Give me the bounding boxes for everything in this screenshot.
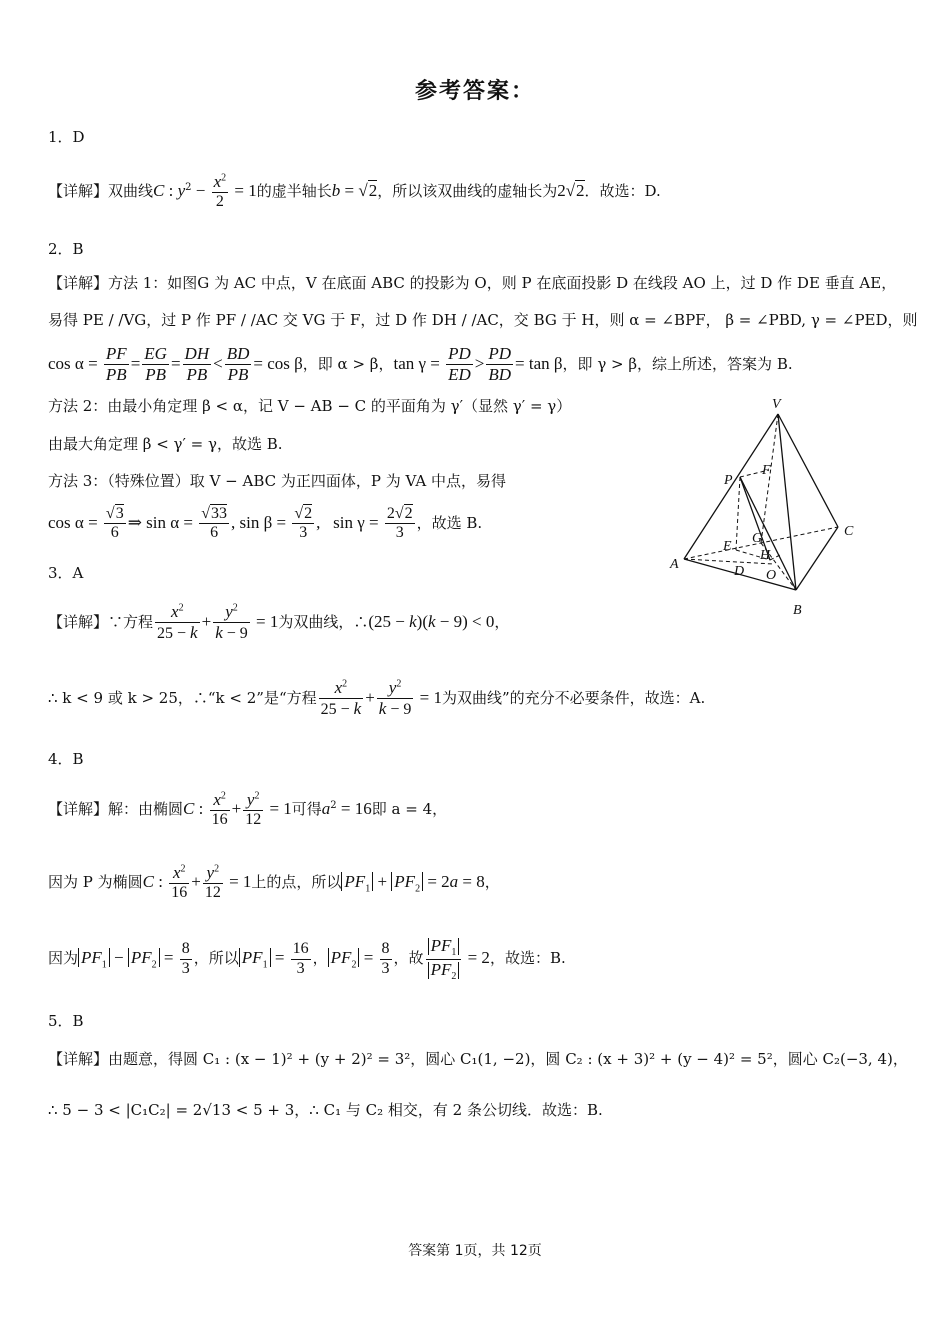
label-a: A (670, 557, 679, 572)
page-title: 参考答案： (414, 78, 535, 104)
q4-l2-pre: 因为 P 为椭圆 (48, 872, 143, 891)
q4-l3-c: ，故 (393, 949, 424, 968)
q2-line-5: 由最大角定理 β < γ′ = γ，故选 B. (48, 435, 283, 453)
q4-l3-a: ，所以 (193, 949, 239, 968)
label-b: B (793, 603, 802, 618)
question-5-number: 5．B (48, 1012, 84, 1030)
q4-l3-pre: 因为 (48, 949, 79, 968)
q4-l2-mid: 上的点，所以 (251, 872, 342, 891)
q2-line-2: 易得 PE / /VG，过 P 作 PF / /AC 交 VG 于 F，过 D 作 DH / /AC，交 BG 于 H，则 α = ∠BPF， β = ∠PBD, γ = ∠PED，则 (48, 311, 918, 329)
q5-line-1: 【详解】由题意，得圆 C₁ : (x − 1)² + (y + 2)² = 3²，圆心 C₁(1, −2)，圆 C₂ : (x + 3)² + (y − 4)² = 5²，圆心 C₂(−3, 4)， (48, 1050, 908, 1068)
q4-l2-end: ， (484, 872, 500, 891)
q4-line-3: 因为 $PF_1 - PF_2$ = $\frac{8}{3}$ ，所以 $PF_1$ = $\frac{16}{3}$ ， $PF_2$ = $\frac{8}{3}$ ，故 $\frac{PF_1}{PF_2}$ = 2，故选：B. (48, 936, 566, 982)
q4-l1-end: 即 a = 4， (371, 799, 448, 818)
question-2-number: 2．B (48, 240, 84, 258)
label-f: F (762, 463, 771, 478)
q4-l3-b: ， (312, 949, 328, 968)
q2-line-4: 方法 2：由最小角定理 β < α，记 V − AB − C 的平面角为 γ′（显然 γ′ = γ） (48, 397, 572, 415)
edge-vb (778, 414, 796, 590)
q4-l1-mid: 可得 (291, 799, 322, 818)
q2-l3-a: ，即 α > β， (302, 354, 394, 373)
edge-vc (778, 414, 838, 527)
q4-line-1: 【详解】解：由椭圆C : $\frac{x^2}{16}$ + $\frac{y^2}{12}$ = 1可得$a^2 = 16$即 a = 4， (48, 790, 448, 829)
q3-l2-pre: ∴ k < 9 或 k > 25，∴“k < 2”是“方程 (48, 688, 317, 707)
q5-line-2: ∴ 5 − 3 < |C₁C₂| = 2√13 < 5 + 3，∴ C₁ 与 C₂ 相交，有 2 条公切线．故选：B. (48, 1101, 603, 1119)
q1-end: ．故选：D. (584, 181, 661, 200)
q3-line-2: ∴ k < 9 或 k > 25，∴“k < 2”是“方程 $\frac{x^2}{25 - k}$ + $\frac{y^2}{k - 9}$ = 1为双曲线”的充分不必要条件，故选：A. (48, 678, 706, 719)
q3-l1-end: ， (494, 612, 510, 631)
label-e: E (723, 539, 732, 554)
segment-pe (736, 477, 740, 550)
q1-pre: 【详解】双曲线 (48, 181, 154, 200)
label-d: D (734, 564, 745, 579)
page-footer: 答案第 1页，共 12页 (408, 1243, 542, 1259)
q3-l2-end: 为双曲线”的充分不必要条件，故选：A. (441, 688, 706, 707)
q2-line-1: 【详解】方法 1：如图G 为 AC 中点，V 在底面 ABC 的投影为 O，则 P 在底面投影 D 在线段 AO 上，过 D 作 DE 垂直 AE， (48, 274, 897, 292)
q2-line-6: 方法 3：（特殊位置）取 V − ABC 为正四面体，P 为 VA 中点，易得 (48, 472, 506, 490)
q3-l1-pre: 【详解】∵方程 (48, 612, 154, 631)
question-4-number: 4．B (48, 750, 84, 768)
label-c: C (844, 524, 854, 539)
question-1-number: 1．D (48, 128, 85, 146)
q1-mid: 的虚半轴长 (256, 181, 332, 200)
q4-line-2: 因为 P 为椭圆C : $\frac{x^2}{16}$ + $\frac{y^2}{12}$ = 1上的点，所以 $PF_1 + PF_2 = 2a = 8$， (48, 863, 500, 902)
label-g: G (752, 531, 763, 546)
edge-bc (796, 527, 838, 590)
label-v: V (772, 397, 781, 412)
q2-line-3: cos α = $\frac{PF}{PB}$ = $\frac{EG}{PB}$ = $\frac{DH}{PB}$ < $\frac{BD}{PB}$ = cos β，即 α > β，tan γ = $\frac{PD}{ED}$ > $\frac{PD}{BD}$ = tan β，即 γ > β，综上所述，答案为 B. (48, 344, 793, 385)
tetrahedron-figure (668, 392, 868, 622)
question-1-detail: 【详解】双曲线C : $y^2$ − $\frac{x^2}{2}$ = 1的虚半轴长b = √2，所以该双曲线的虚轴长为2√2．故选：D. (48, 172, 661, 211)
label-p: P (724, 473, 733, 488)
q3-line-1: 【详解】∵方程 $\frac{x^2}{25 - k}$ + $\frac{y^2}{k - 9}$ = 1为双曲线，∴(25 − k)(k − 9) < 0， (48, 602, 510, 643)
q4-l1-pre: 【详解】解：由椭圆 (48, 799, 184, 818)
q4-l3-end: ，故选：B. (489, 949, 566, 968)
label-h: H (760, 548, 771, 563)
q2-l7-end: ，故选 B. (416, 513, 483, 532)
question-3-number: 3．A (48, 564, 84, 582)
label-o: O (766, 568, 777, 583)
q2-l3-b: ，即 γ > β，综上所述，答案为 B. (562, 354, 793, 373)
q3-l1-mid: 为双曲线，∴ (278, 612, 369, 631)
q2-line-7: cos α = $\frac{√3}{6}$ ⇒ sin α = $\frac{√33}{6}$ , sin β = $\frac{√2}{3}$ , sin γ = $\frac{2√2}{3}$ ，故选 B. (48, 505, 483, 542)
q1-post: ，所以该双曲线的虚轴长为 (377, 181, 558, 200)
